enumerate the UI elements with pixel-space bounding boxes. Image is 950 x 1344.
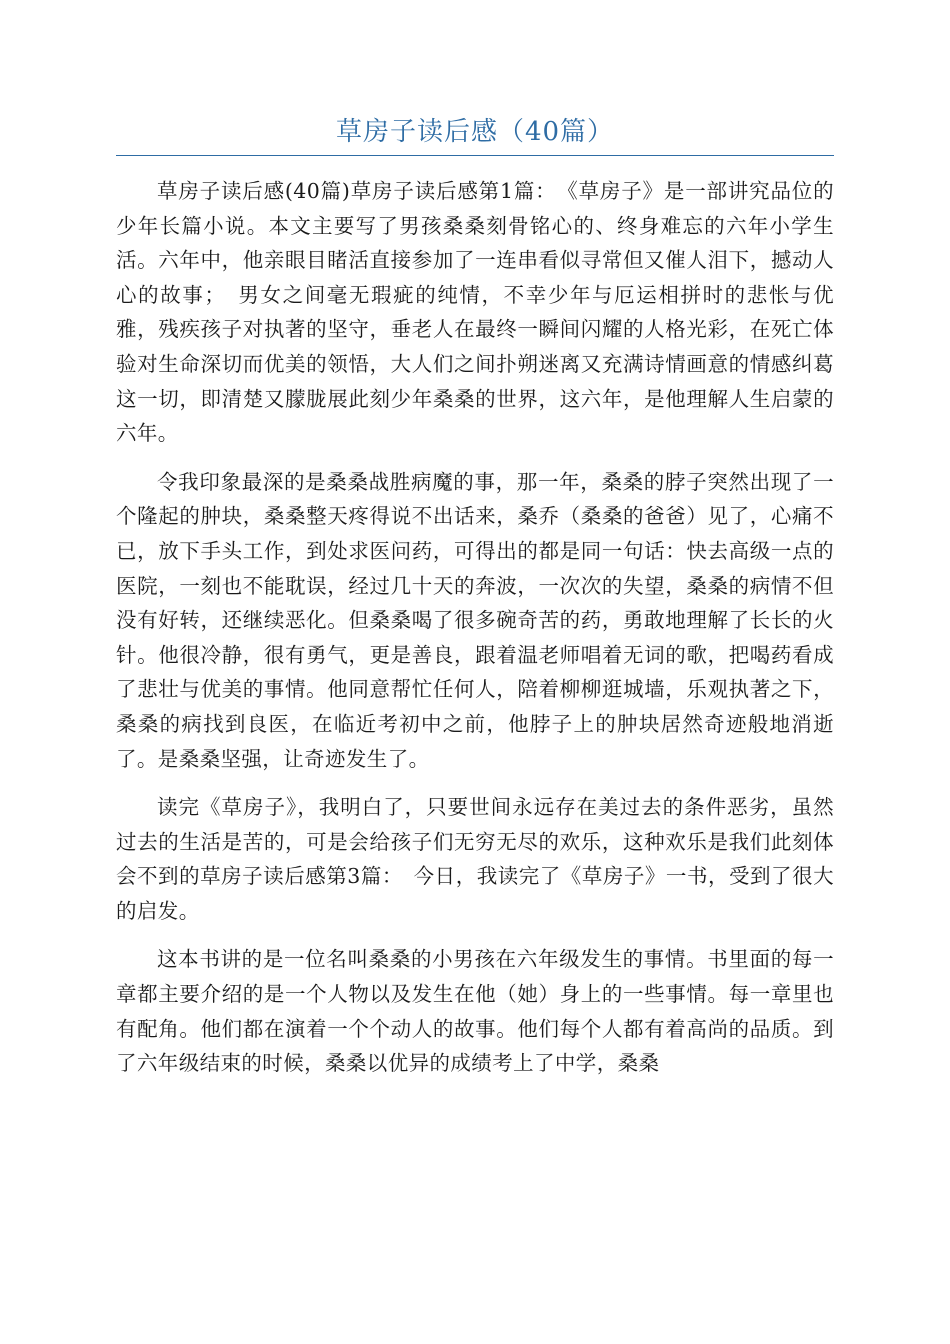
title-underline (116, 155, 834, 156)
paragraph-1: 草房子读后感(40篇)草房子读后感第1篇： 《草房子》是一部讲究品位的少年长篇小说。本文主要写了男孩桑桑刻骨铭心的、终身难忘的六年小学生活。六年中，他亲眼目睹活直接参加了一连串看似寻常但又催人泪下，撼动人心的故事； 男女之间毫无瑕疵的纯情，不幸少年与厄运相拼时的悲怅与优雅，残疾孩子对执著的坚守，垂老人在最终一瞬间闪耀的人格光彩，在死亡体验对生命深切而优美的领悟，大人们之间扑朔迷离又充满诗情画意的情感纠葛这一切，即清楚又朦胧展此刻少年桑桑的世界，这六年，是他理解人生启蒙的六年。 (116, 179, 834, 446)
paragraph-4: 这本书讲的是一位名叫桑桑的小男孩在六年级发生的事情。书里面的每一章都主要介绍的是一个人物以及发生在他（她）身上的一些事情。每一章里也有配角。他们都在演着一个个动人的故事。他们每个人都有着高尚的品质。到了六年级结束的时候，桑桑以优异的成绩考上了中学，桑桑 (116, 947, 834, 1076)
paragraph-3: 读完《草房子》，我明白了，只要世间永远存在美过去的条件恶劣，虽然过去的生活是苦的，可是会给孩子们无穷无尽的欢乐，这种欢乐是我们此刻体会不到的草房子读后感第3篇： 今日，我读完了《草房子》一书，受到了很大的启发。 (116, 795, 834, 923)
document-title: 草房子读后感（40篇） (335, 117, 615, 147)
document-body (116, 174, 834, 1095)
paragraph-2: 令我印象最深的是桑桑战胜病魔的事，那一年，桑桑的脖子突然出现了一个隆起的肿块，桑桑整天疼得说不出话来，桑乔（桑桑的爸爸）见了，心痛不已，放下手头工作，到处求医问药，可得出的都是同一句话：快去高级一点的医院，一刻也不能耽误，经过几十天的奔波，一次次的失望，桑桑的病情不但没有好转，还继续恶化。但桑桑喝了很多碗奇苦的药，勇敢地理解了长长的火针。他很冷静，很有勇气，更是善良，跟着温老师唱着无词的歌，把喝药看成了悲壮与优美的事情。他同意帮忙任何人，陪着柳柳逛城墙，乐观执著之下，桑桑的病找到良医，在临近考初中之前，他脖子上的肿块居然奇迹般地消逝了。是桑桑坚强，让奇迹发生了。 (116, 469, 834, 771)
